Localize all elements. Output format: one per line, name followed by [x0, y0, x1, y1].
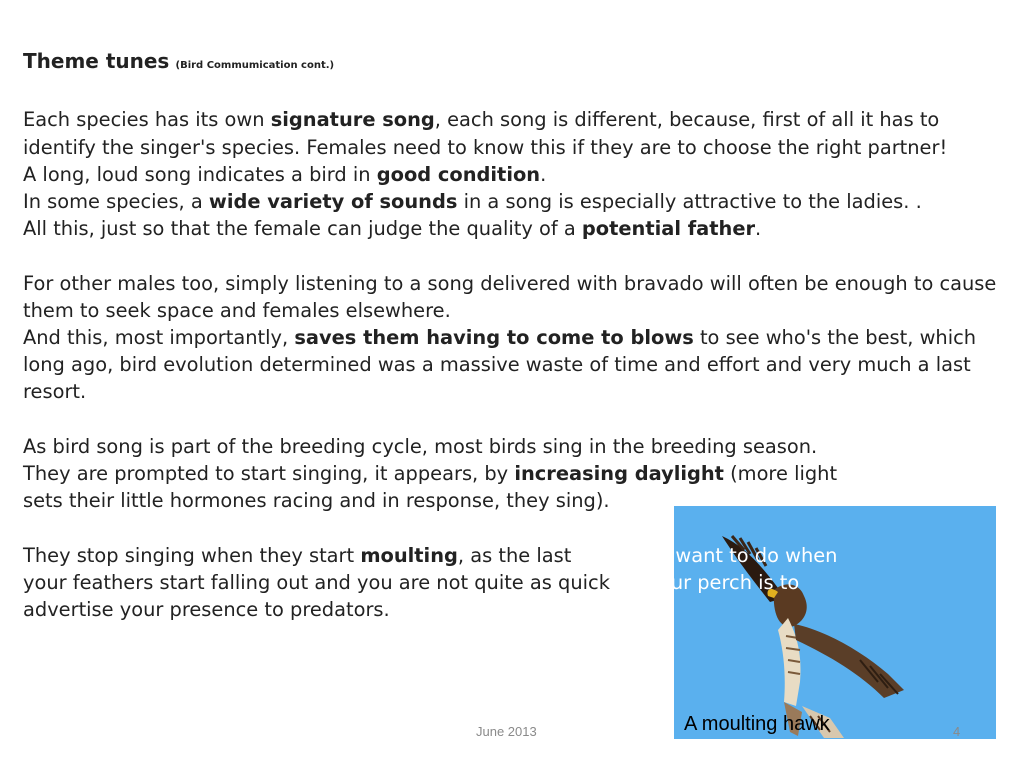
text: advertise your presence to predators.: [23, 598, 390, 621]
text-over-photo: thing you want to do when: [577, 543, 838, 567]
emphasis: increasing daylight: [514, 462, 724, 485]
paragraph-potential-father: [23, 215, 998, 242]
text: And this, most importantly,: [23, 326, 295, 349]
paragraph-breeding-season: [23, 433, 998, 515]
emphasis: saves them having to come to blows: [294, 326, 694, 349]
paragraph-signature-song: [23, 106, 998, 160]
text: A long, loud song indicates a bird in: [23, 162, 377, 186]
text: to see who's the best, which long ago, bird evolution determined was a massive waste of time and effort and very much a last resort.: [23, 326, 977, 404]
emphasis: potential father: [581, 217, 756, 241]
emphasis: good condition: [376, 162, 541, 186]
text: .: [540, 162, 547, 186]
paragraph-variety: [23, 188, 998, 215]
emphasis: signature song: [270, 108, 435, 132]
title-main: Theme tunes: [23, 49, 170, 73]
text: , as the last: [457, 543, 578, 567]
text: All this, just so that the female can judge the quality of a: [23, 217, 582, 241]
paragraph-good-condition: [23, 161, 998, 188]
text: They are prompted to start singing, it appears, by: [23, 462, 515, 485]
text: , each song is different, because, first of all it has to identify the singer's species. Females need to know this if they are to choose the right partner!: [23, 108, 948, 159]
slide-body: [23, 48, 998, 623]
text: your feathers start falling out and you are not quite as quick: [23, 570, 617, 594]
paragraph-other-males: [23, 270, 998, 324]
text: For other males too, simply listening to a song delivered with bravado will often be enough to cause them to seek space and females elsewhere.: [23, 271, 997, 322]
footer-date: June 2013: [476, 724, 537, 739]
text: Each species has its own: [23, 108, 271, 132]
text: in a song is especially attractive to the ladies. .: [457, 190, 922, 213]
text: As bird song is part of the breeding cycle, most birds sing in the breeding season.: [23, 434, 818, 458]
emphasis: wide variety of sounds: [208, 190, 458, 213]
paragraph-moulting: [23, 542, 998, 624]
text: sets their little hormones racing and in response, they sing).: [23, 489, 610, 513]
page-number: 4: [953, 724, 961, 739]
paragraph-come-to-blows: [23, 324, 998, 406]
emphasis: moulting: [360, 543, 458, 567]
text: In some species, a: [23, 190, 209, 213]
slide-title: [23, 48, 998, 79]
text: (more light: [723, 462, 838, 485]
text: .: [755, 217, 762, 241]
text: They stop singing when they start: [23, 543, 361, 567]
photo-caption: A moulting hawk: [684, 713, 830, 735]
text-over-photo: off your perch is to: [616, 570, 800, 594]
title-subtitle: (Bird Commumication cont.): [175, 60, 335, 71]
